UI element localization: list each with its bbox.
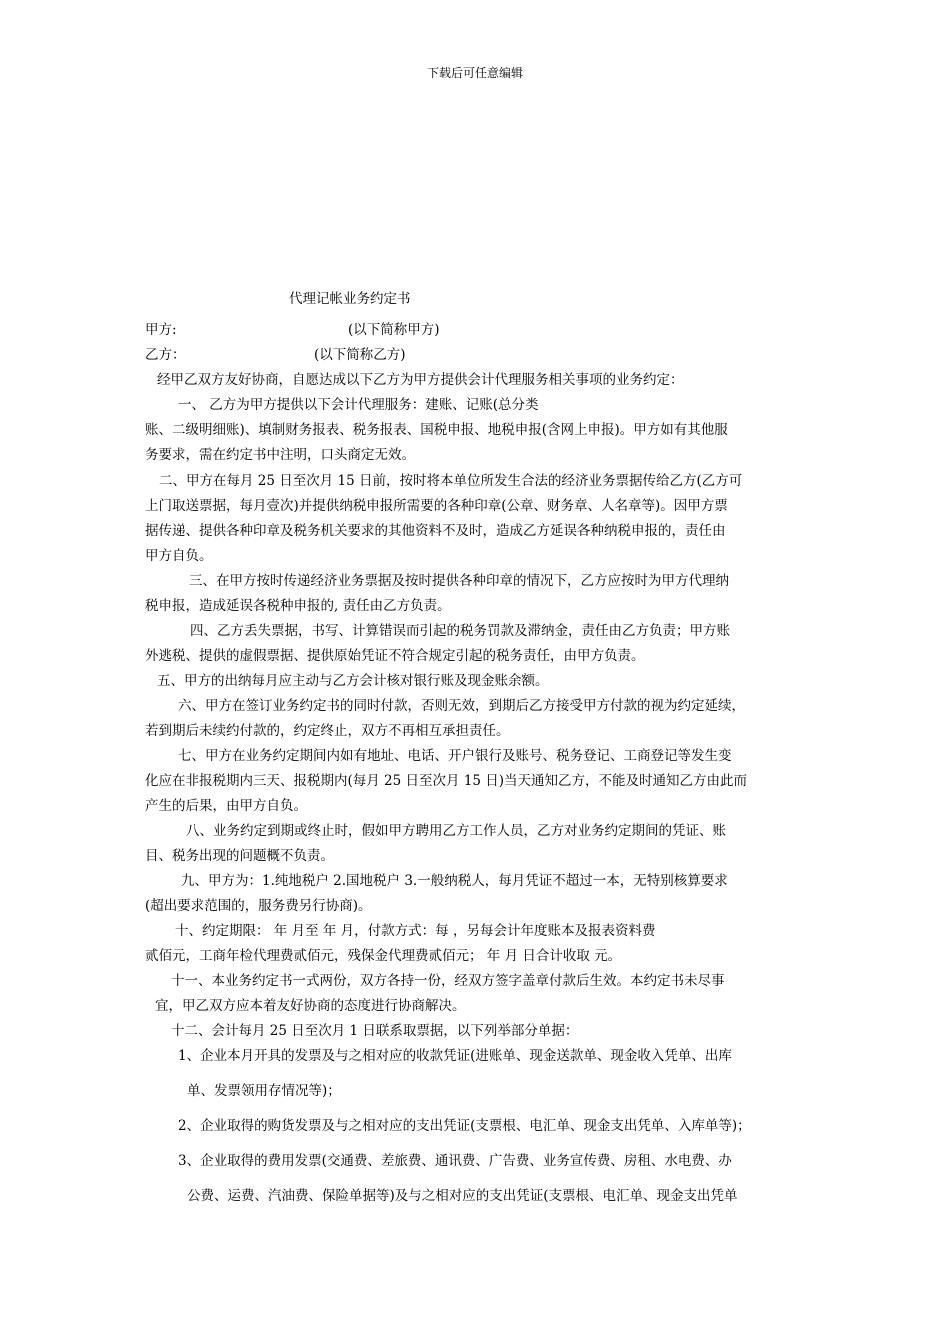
clause-4-line-1: 四、乙方丢失票据，书写、计算错误而引起的税务罚款及滞纳金，责任由乙方负责；甲方账 <box>190 623 730 639</box>
party-b-note: (以下简称乙方) <box>314 347 406 363</box>
clause-8-line-1: 八、业务约定到期或终止时，假如甲方聘用乙方工作人员，乙方对业务约定期间的凭证、账 <box>186 823 726 839</box>
clause-1-line-2: 账、二级明细账)、填制财务报表、税务报表、国税申报、地税申报(含网上申报)。甲方如有其他服 <box>145 422 728 438</box>
clause-10-line-2: 贰佰元，工商年检代理费贰佰元，残保金代理费贰佰元； 年 月 日合计收取 元。 <box>145 948 622 964</box>
clause-9-line-2: (超出要求范围的，服务费另行协商)。 <box>145 898 372 914</box>
clause-2-line-3: 据传递、提供各种印章及税务机关要求的其他资料不及时，造成乙方延误各种纳税申报的，责任由 <box>145 523 726 539</box>
clause-7-line-2: 化应在非报税期内三天、报税期内(每月 25 日至次月 15 日)当天通知乙方，不能及时通知乙方由此而 <box>145 773 748 789</box>
list-item-3-line-2: 公费、运费、汽油费、保险单据等)及与之相对应的支出凭证(支票根、电汇单、现金支出凭单 <box>187 1188 738 1204</box>
clause-4-line-2: 外逃税、提供的虚假票据、提供原始凭证不符合规定引起的税务责任，由甲方负责。 <box>145 648 645 664</box>
list-item-1-line-2: 单、发票领用存情况等)； <box>187 1083 341 1099</box>
clause-10-line-1: 十、约定期限： 年 月至 年 月，付款方式：每 ，另每会计年度账本及报表资料费 <box>175 923 656 939</box>
clause-11-line-2: 宜，甲乙双方应本着友好协商的态度进行协商解决。 <box>155 998 466 1014</box>
list-item-2-line-1: 2、企业取得的购货发票及与之相对应的支出凭证(支票根、电汇单、现金支出凭单、入库单等)； <box>178 1118 751 1134</box>
clause-6-line-1: 六、甲方在签订业务约定书的同时付款，否则无效，到期后乙方接受甲方付款的视为约定延续， <box>178 698 745 714</box>
clause-2-line-1: 二、甲方在每月 25 日至次月 15 日前，按时将本单位所发生合法的经济业务票据传给乙方(乙方可 <box>159 473 743 489</box>
intro-line: 经甲乙双方友好协商，自愿达成以下乙方为甲方提供会计代理服务相关事项的业务约定： <box>157 372 684 388</box>
clause-2-line-4: 甲方自负。 <box>145 548 213 564</box>
clause-7-line-3: 产生的后果，由甲方自负。 <box>145 798 307 814</box>
header-note: 下载后可任意编辑 <box>426 66 523 80</box>
clause-11-line-1: 十一、本业务约定书一式两份，双方各持一份，经双方签字盖章付款后生效。本约定书未尽事 <box>171 973 725 989</box>
clause-2-line-2: 上门取送票据，每月壹次)并提供纳税申报所需要的各种印章(公章、财务章、人名章等)。因甲方票 <box>145 498 728 514</box>
party-b-label: 乙方： <box>145 347 186 363</box>
clause-7-line-1: 七、甲方在业务约定期间内如有地址、电话、开户银行及账号、税务登记、工商登记等发生变 <box>178 748 732 764</box>
party-a-label: 甲方: <box>145 322 177 338</box>
clause-3-line-1: 三、在甲方按时传递经济业务票据及按时提供各种印章的情况下，乙方应按时为甲方代理纳 <box>189 573 729 589</box>
list-item-3-line-1: 3、企业取得的费用发票(交通费、差旅费、通讯费、广告费、业务宣传费、房租、水电费、办 <box>178 1153 732 1169</box>
party-a-note: (以下简称甲方) <box>348 322 440 338</box>
clause-1-line-1: 一、 乙方为甲方提供以下会计代理服务：建账、记账(总分类 <box>178 397 539 413</box>
clause-1-line-3: 务要求，需在约定书中注明，口头商定无效。 <box>145 447 415 463</box>
clause-5-line-1: 五、甲方的出纳每月应主动与乙方会计核对银行账及现金账余额。 <box>157 673 549 689</box>
list-item-1-line-1: 1、企业本月开具的发票及与之相对应的收款凭证(进账单、现金送款单、现金收入凭单、出库 <box>178 1048 732 1064</box>
clause-12-line-1: 十二、会计每月 25 日至次月 1 日联系取票据，以下列举部分单据： <box>171 1023 579 1039</box>
document-title: 代理记帐业务约定书 <box>289 291 411 307</box>
clause-8-line-2: 目、税务出现的问题概不负责。 <box>145 848 334 864</box>
clause-3-line-2: 税申报，造成延误各税种申报的, 责任由乙方负责。 <box>145 598 451 614</box>
clause-6-line-2: 若到期后未续约付款的，约定终止，双方不再相互承担责任。 <box>145 723 510 739</box>
clause-9-line-1: 九、甲方为：1.纯地税户 2.国地税户 3.一般纳税人，每月凭证不超过一本，无特别核算要求 <box>181 873 728 889</box>
